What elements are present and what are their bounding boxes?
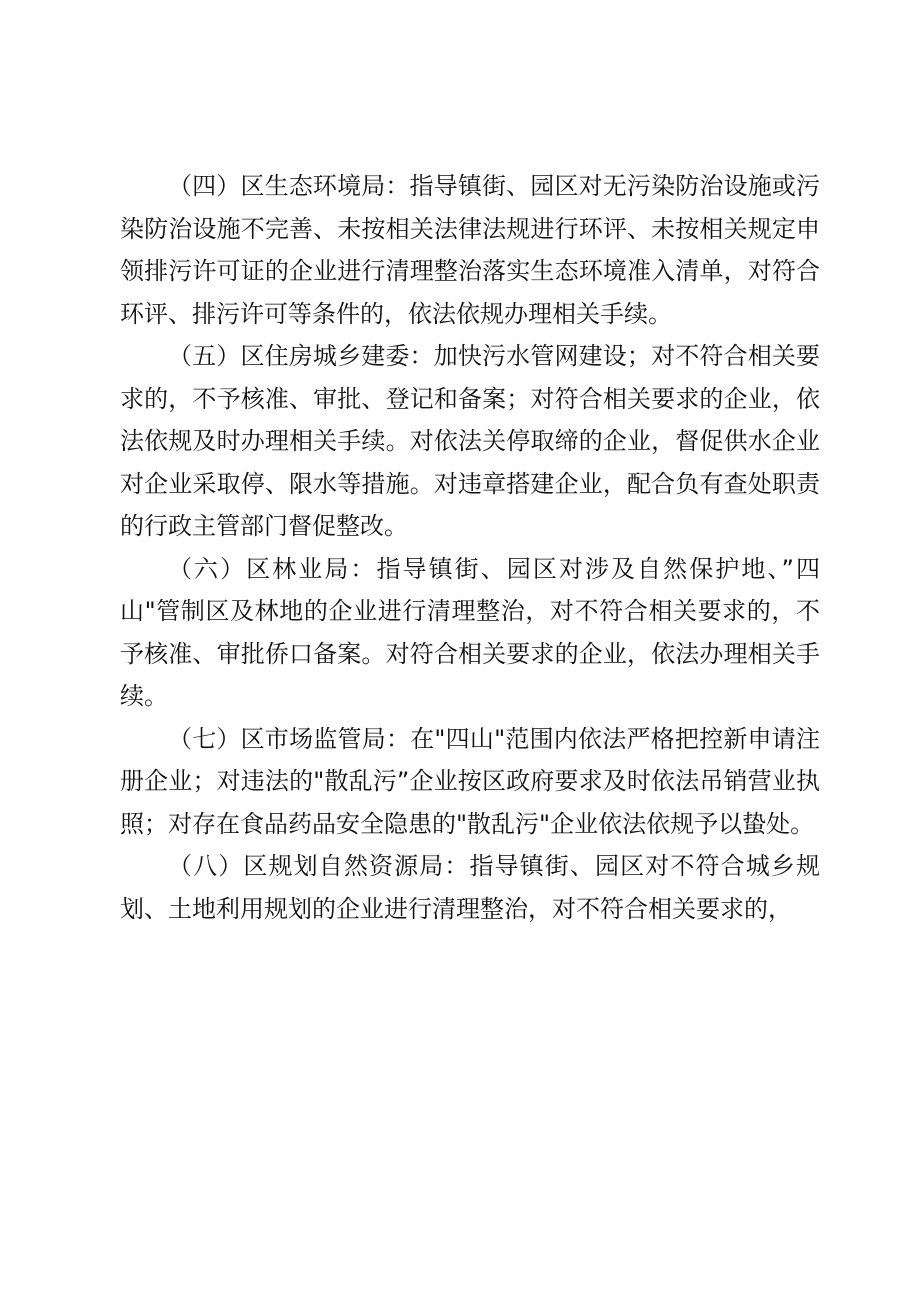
paragraph-district-ecology-environment-bureau: （四）区生态环境局：指导镇街、园区对无污染防治设施或污染防治设施不完善、未按相关法律法规进行环评、未按相关规定申领排污许可证的企业进行清理整治落实生态环境准入清单，对符合环评、排污许可等条件的，依法依规办理相关手续。	[120, 172, 820, 328]
paragraph-district-market-supervision-bureau: （七）区市场监管局：在"四山"范围内依法严格把控新申请注册企业；对违法的"散乱污”企业按区政府要求及时依法吊销营业执照；对存在食品药品安全隐患的"散乱污"企业依法依规予以蛰处。	[120, 724, 820, 838]
paragraph-district-housing-construction-commission: （五）区住房城乡建委：加快污水管网建设；对不符合相关要求的，不予核准、审批、登记和备案；对符合相关要求的企业，依法依规及时办理相关手续。对依法关停取缔的企业，督促供水企业对企业采取停、限水等措施。对违章搭建企业，配合负有查处职责的行政主管部门督促整改。	[120, 342, 820, 540]
body-text	[120, 165, 820, 930]
paragraph-district-forestry-bureau: （六）区林业局：指导镇街、园区对涉及自然保护地、”四山"管制区及林地的企业进行清理整治，对不符合相关要求的，不予核准、审批侨口备案。对符合相关要求的企业，依法办理相关手续。	[120, 554, 820, 710]
paragraph-district-planning-natural-resources-bureau: （八）区规划自然资源局：指导镇街、园区对不符合城乡规划、土地利用规划的企业进行清理整治，对不符合相关要求的，	[120, 852, 820, 923]
